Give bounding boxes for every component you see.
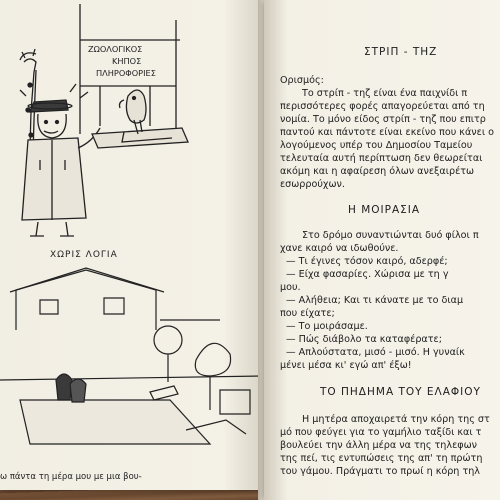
text-line: νομία. Το μόνο είδος στρίπ - τηζ που επιτρ: [280, 114, 486, 125]
house-garden-drawing: [0, 268, 262, 444]
text-line: Η μητέρα αποχαιρετά την κόρη της στ: [302, 414, 490, 425]
sign-line-3: ΠΛΗΡΟΦΟΡΙΕΣ: [96, 68, 156, 78]
text-line: — Αλήθεια; Και τι κάνατε με το διαμ: [286, 295, 464, 306]
cartoon-caption-2: ω πάντα τη μέρα μου με μια βου-: [0, 472, 142, 482]
text-line: μό που φεύγει για το γαμήλιο ταξίδι και τ: [280, 427, 482, 438]
text-line: μένει μέσα κι' εγώ απ' έξω!: [280, 360, 412, 371]
text-line: Το στρίπ - τηζ είναι ένα παιχνίδι π: [302, 88, 468, 99]
text-line: μου.: [280, 282, 301, 293]
text-line: λογούμενος υπέρ του Δημοσίου Ταμείου: [280, 140, 473, 151]
text-line: περισσότερες φορές απαγορεύεται από τη: [280, 101, 485, 112]
text-line: — Πώς διάβολο τα καταφέρατε;: [286, 334, 442, 345]
text-line: — Το μοιράσαμε.: [286, 321, 368, 332]
sign-line-2: ΚΗΠΟΣ: [112, 56, 142, 66]
text-line: του γάμου. Πράγματι το πρωί η κόρη τηλ: [280, 466, 480, 477]
sign-line-1: ΖΩΟΛΟΓΙΚΟΣ: [88, 44, 143, 54]
parrot-drawing: [120, 90, 147, 134]
section-title-strip-tease: ΣΤΡΙΠ - ΤΗΖ: [364, 46, 438, 58]
text-line: χανε καιρό να ιδωθούνε.: [280, 243, 399, 254]
text-line: Στο δρόμο συναντιώνται δυό φίλοι π: [302, 230, 479, 241]
man-in-coat-drawing: [20, 84, 100, 236]
text-line: — Απλούστατα, μισό - μισό. Η γυναίκ: [286, 347, 465, 358]
section-title-moirasia: Η ΜΟΙΡΑΣΙΑ: [348, 204, 421, 216]
text-line: — Τι έγινες τόσον καιρό, αδερφέ;: [286, 256, 448, 267]
text-line: της πεί, τις εντυπώσεις της απ' τη πρώτη: [280, 453, 483, 464]
section-title-pidima: ΤΟ ΠΗΔΗΜΑ ΤΟΥ ΕΛΑΦΙΟΥ: [320, 386, 481, 398]
text-line: τελευταία αυτή περίπτωση δεν θεωρείται: [280, 153, 483, 164]
text-line: βουλεύει την άλλη μέρα να της τηλεφων: [280, 440, 477, 451]
right-page: [264, 0, 500, 500]
text-line: που είχατε;: [280, 308, 335, 319]
text-line: — Είχα φασαρίες. Χώρισα με τη γ: [286, 269, 449, 280]
text-line: ακόμη και η αφαίρεση όλων ανεξαιρέτω: [280, 166, 475, 177]
cartoon-caption: ΧΩΡΙΣ ΛΟΓΙΑ: [50, 250, 118, 260]
text-line: Ορισμός:: [280, 75, 324, 86]
text-line: παντού και πάντοτε είναι εκείνο που κάνει ο: [280, 127, 494, 138]
text-line: εσωρρούχων.: [280, 179, 345, 190]
